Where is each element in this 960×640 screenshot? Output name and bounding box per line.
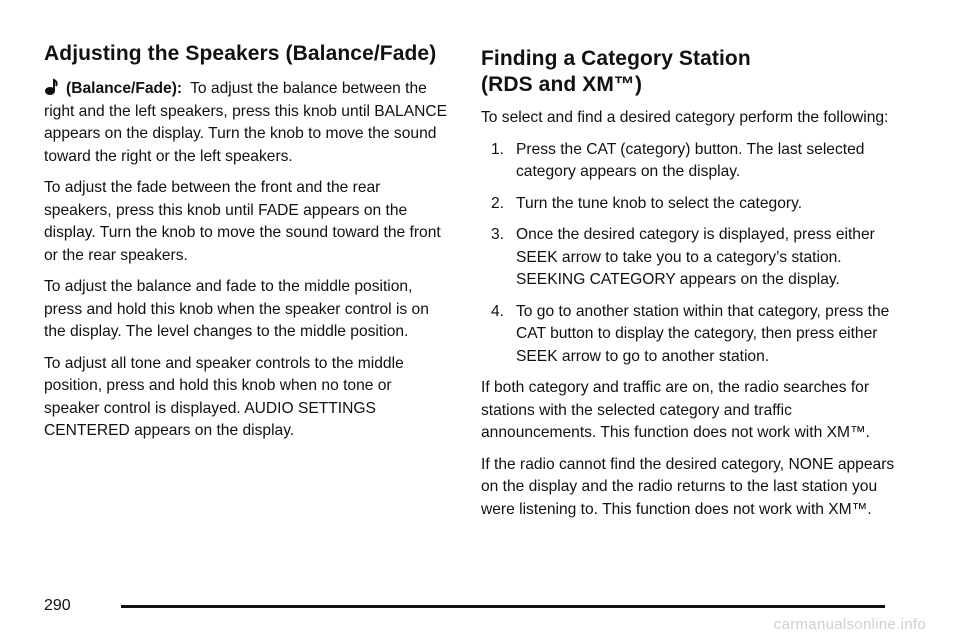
right-column [481,40,901,530]
center-all-paragraph: To adjust all tone and speaker controls to the middle position, press and hold this knob when no tone or speaker control is displayed. AUDIO SETTINGS CENTERED appears on the display. [44,354,404,439]
step-text: Press the CAT (category) button. The last selected category appears on the display. [516,140,865,180]
page-number: 290 [44,597,71,614]
balance-fade-text: To adjust the balance between the right and the left speakers, press this knob until BALANCE appears on the display. Turn the knob to move the sound toward the right or the left speakers. [44,80,448,165]
balance-fade-label: (Balance/Fade): [66,80,183,97]
step-number: 3. [491,226,505,243]
step-text: To go to another station within that category, press the CAT button to display the category, then press either SEEK arrow to go to another station. [516,302,890,365]
section-heading-speakers: Adjusting the Speakers (Balance/Fade) [44,42,437,65]
step-number: 2. [491,194,505,212]
step-text: Once the desired category is displayed, press either SEEK arrow to take you to a category’s station. SEEKING CATEGORY appears on the display. [516,226,875,288]
none-paragraph: If the radio cannot find the desired category, NONE appears on the display and the radio returns to the last station you were listening to. This function does not work with XM™. [481,455,895,518]
step-number: 1. [491,140,505,158]
list-item [481,139,901,184]
heading-line-1: Finding a Category Station [481,47,751,70]
list-item [481,301,901,369]
heading-line-2: (RDS and XM™) [481,73,643,96]
traffic-paragraph: If both category and traffic are on, the radio searches for stations with the selected category and traffic announcements. This function does not work with XM™. [481,379,870,441]
knob-icon [44,78,60,96]
left-column [44,40,449,452]
intro-paragraph: To select and find a desired category perform the following: [481,109,889,126]
balance-fade-paragraph [44,78,449,168]
list-item [481,193,901,216]
step-text: Turn the tune knob to select the category. [516,194,803,212]
footer-divider [121,605,885,608]
section-heading-category [481,46,901,98]
fade-paragraph: To adjust the fade between the front and the rear speakers, press this knob until FADE appears on the display. Turn the knob to move the sound toward the front or the rear speakers. [44,179,441,264]
list-item [481,224,901,292]
middle-position-paragraph: To adjust the balance and fade to the middle position, press and hold this knob when the speaker control is on the display. The level changes to the middle position. [44,278,429,340]
steps-list [481,139,901,369]
step-number: 4. [491,302,505,320]
watermark: carmanualsonline.info [773,616,926,633]
